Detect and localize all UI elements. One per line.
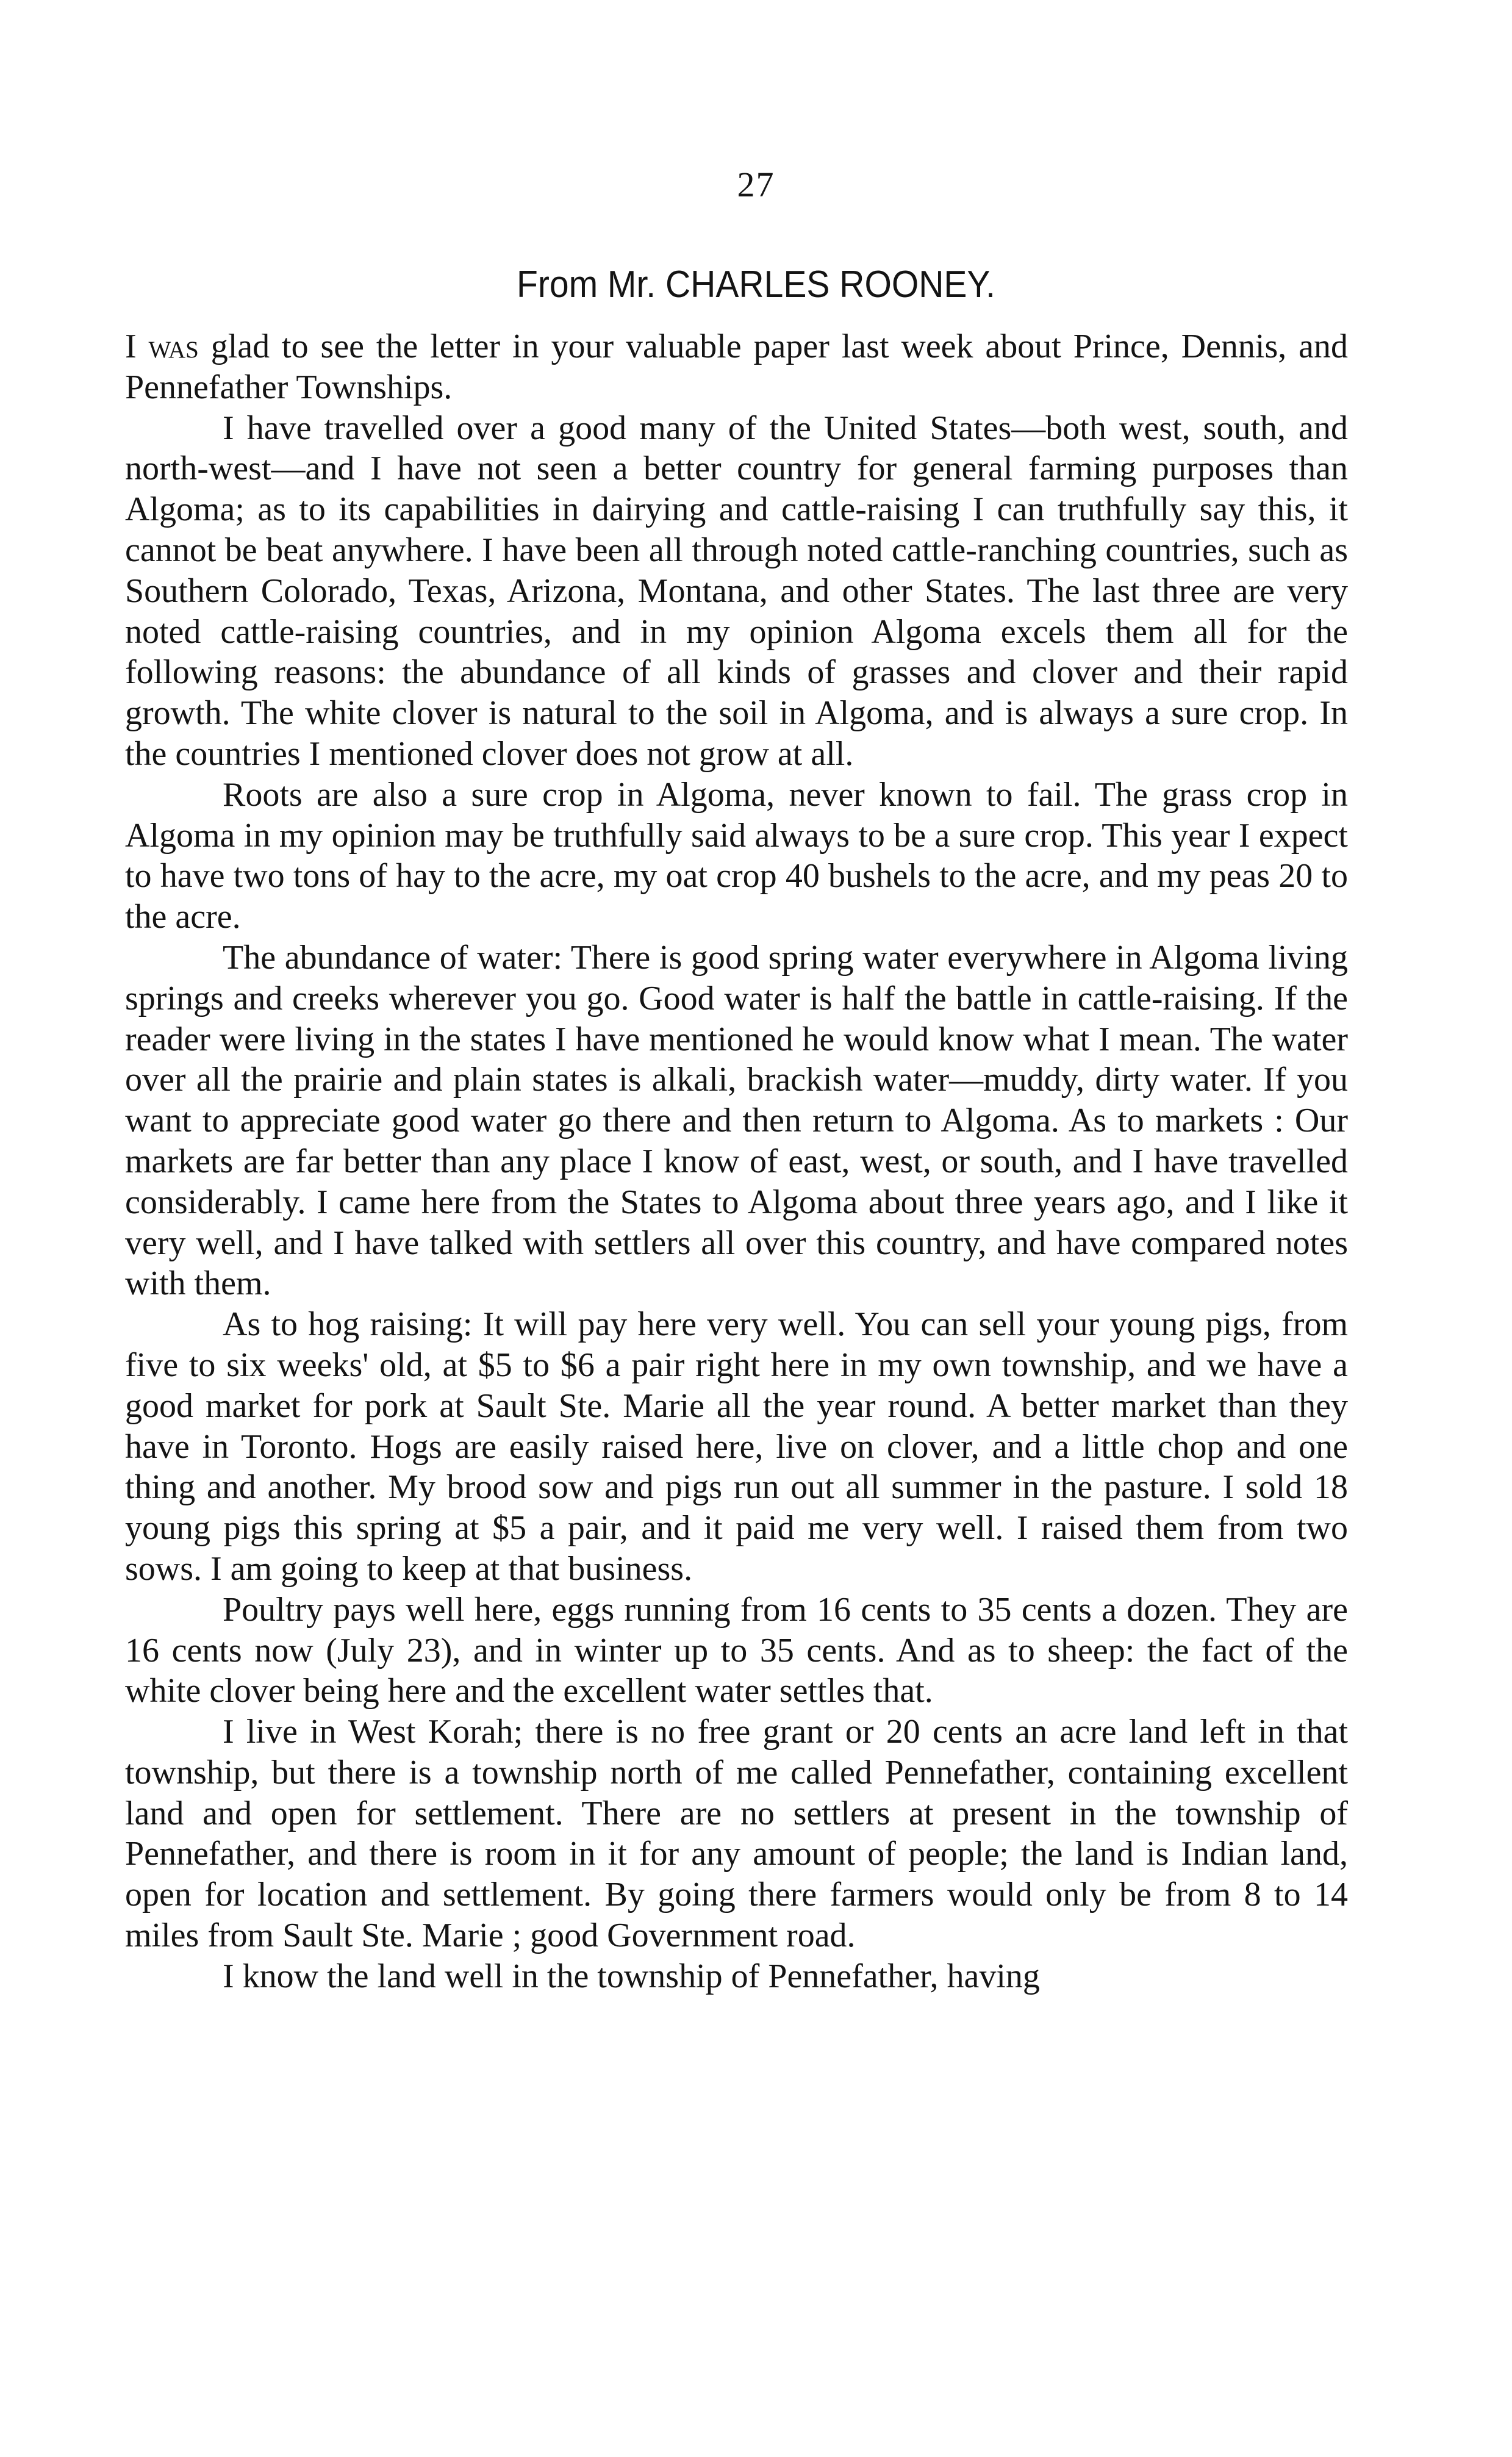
paragraph-8: I know the land well in the township of Pennefather, having — [223, 1957, 1040, 1995]
paragraph-3: Roots are also a sure crop in Algoma, never known to fail. The grass crop in Algoma in my opinion may be truthfully said always to be a sure crop. This year I expect to have two tons of hay to the acre, my oat crop 40 bushels to the acre, and my peas 20 to the acre. — [125, 775, 1348, 936]
page-number: 27 — [737, 165, 775, 204]
letter-heading: From Mr. CHARLES ROONEY. — [517, 264, 995, 306]
opening-initial: I — [125, 328, 137, 365]
paragraph-1 — [125, 326, 1348, 408]
paragraph-5: As to hog raising: It will pay here very well. You can sell your young pigs, from five to six weeks' old, at $5 to $6 a pair right here in my own township, and we have a good market for pork at Sault Ste. Marie all the year round. A better market than they have in Toronto. Hogs are easily raised here, live on clover, and a little chop and one thing and another. My brood sow and pigs run out all summer in the pasture. I sold 18 young pigs this spring at $5 a pair, and it paid me very well. I raised them from two sows. I am going to keep at that business. — [125, 1305, 1348, 1588]
paragraph-1-text: glad to see the letter in your valuable paper last week about Prince, Dennis, and Pennefather Townships. — [125, 328, 1349, 406]
opening-smallcaps: was — [148, 328, 199, 365]
letter-body — [125, 326, 1348, 1997]
paragraph-4: The abundance of water: There is good spring water everywhere in Algoma living springs and creeks wherever you go. Good water is half the battle in cattle-raising. If the reader were living in the states I have mentioned he would know what I mean. The water over all the prairie and plain states is alkali, brackish water—muddy, dirty water. If you want to appreciate good water go there and then return to Algoma. As to markets : Our markets are far better than any place I know of east, west, or south, and I have travelled considerably. I came here from the States to Algoma about three years ago, and I like it very well, and I have talked with settlers all over this country, and have compared notes with them. — [125, 938, 1348, 1303]
paragraph-7: I live in West Korah; there is no free grant or 20 cents an acre land left in that township, but there is a township north of me called Pennefather, containing excellent land and open for settlement. There are no settlers at present in the township of Pennefather, and there is room in it for any amount of people; the land is Indian land, open for location and settlement. By going there farmers would only be from 8 to 14 miles from Sault Ste. Marie ; good Government road. — [125, 1713, 1348, 1955]
paragraph-2: I have travelled over a good many of the United States—both west, south, and north-west—and I have not seen a better country for general farming purposes than Algoma; as to its capabilities in dairying and cattle-raising I can truthfully say this, it cannot be beat anywhere. I have been all through noted cattle-ranching countries, such as Southern Colorado, Texas, Arizona, Montana, and other States. The last three are very noted cattle-raising countries, and in my opinion Algoma excels them all for the following reasons: the abundance of all kinds of grasses and clover and their rapid growth. The white clover is natural to the soil in Algoma, and is always a sure crop. In the countries I mentioned clover does not grow at all. — [125, 409, 1348, 773]
paragraph-6: Poultry pays well here, eggs running from 16 cents to 35 cents a dozen. They are 16 cents now (July 23), and in winter up to 35 cents. And as to sheep: the fact of the white clover being here and the excellent water settles that. — [125, 1590, 1348, 1710]
